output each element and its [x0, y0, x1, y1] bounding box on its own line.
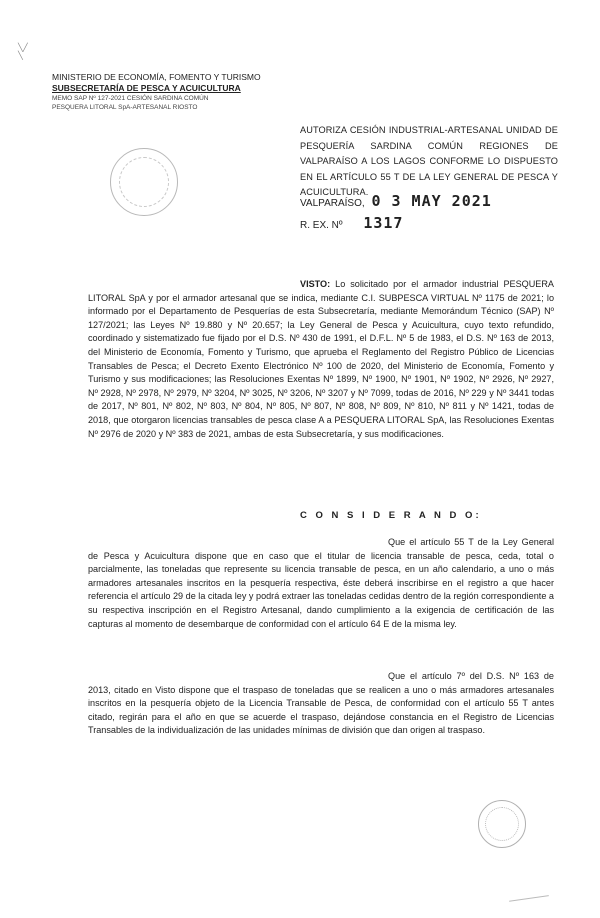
- company-reference: PESQUERA LITORAL SpA-ARTESANAL RIOSTO: [52, 104, 198, 111]
- considerando-paragraph-1: Que el artículo 55 T de la Ley General de Pesca y Acuicultura dispone que en caso que el titular de licencia transable de pesca, ceda, total o parcialmente, las toneladas que represente su licencia transable de pesca, en un año calendario, a uno o más armadores artesanales inscritos en la pesquería respectiva, éste deberá inscribirse en el registro a que hacer referencia el artículo 29 de la citada ley y podrá extraer las toneladas cedidas dentro de la región correspondiente a su respectiva inscripción en el Registro Artesanal, dando cumplimiento a la exigencia de certificación de las capturas al momento de desembarque de conformidad con el artículo 64 E de la misma ley.: [88, 537, 554, 629]
- considerando-paragraph-2: Que el artículo 7º del D.S. Nº 163 de 2013, citado en Visto dispone que el traspaso de toneladas que se realicen a uno o más armadores artesanales inscritos en la pesquería objeto de la Licencia Transable de Pesca, de conformidad con el artículo 55 T antes citado, regirán para el año en que se acuerde el traspaso, dejándose constancia en el Registro de Licencias Transables de la individualización de las unidades mínimas de división que dan origen al traspaso.: [88, 671, 554, 736]
- ministry-name: MINISTERIO DE ECONOMÍA, FOMENTO Y TURISMO: [52, 72, 261, 82]
- visto-label: VISTO:: [300, 279, 331, 289]
- place: VALPARAÍSO,: [300, 198, 365, 209]
- initials-mark: [507, 881, 549, 901]
- memo-reference: MEMO SAP Nº 127-2021 CESIÓN SARDINA COMÚN: [52, 95, 209, 102]
- letterhead: [52, 72, 272, 112]
- document-subject: AUTORIZA CESIÓN INDUSTRIAL-ARTESANAL UNIDAD DE PESQUERÍA SARDINA COMÚN REGIONES DE VALPARAÍSO A LOS LAGOS CONFORME LO DISPUESTO EN EL ARTÍCULO 55 T DE LA LEY GENERAL DE PESCA Y ACUICULTURA.: [300, 125, 558, 197]
- rex-label: R. EX. Nº: [300, 220, 343, 231]
- visto-paragraph: [88, 278, 554, 441]
- visto-text: Lo solicitado por el armador industrial PESQUERA LITORAL SpA y por el armador artesanal que se indica, mediante C.I. SUBPESCA VIRTUAL Nº 1175 de 2021; lo informado por el Departamento de Pesquerías de esta Subsecretaría, mediante Memorándum Técnico (SAP) Nº 127/2021; las Leyes Nº 19.880 y Nº 20.657; la Ley General de Pesca y Acuicultura, cuyo texto refundido, coordinado y sistematizado fue fijado por el D.S. Nº 430 de 1991, el D.F.L. Nº 5 de 1983, el D.S. Nº 163 de 2013, del Ministerio de Economía, Fomento y Turismo, que aprueba el Reglamento del Registro Público de Licencias Transables de Pesca; el Decreto Exento Electrónico Nº 100 de 2020, del Ministerio de Economía, Fomento y Turismo y sus modificaciones; las Resoluciones Exentas Nº 1899, Nº 1900, Nº 1901, Nº 1902, Nº 2926, Nº 2927, Nº 2928, Nº 2978, Nº 2979, Nº 3204, Nº 3025, Nº 3206, Nº 3207 y Nº 7099, todas de 2016, Nº 229 y Nº 3441 todas de 2017, Nº 801, Nº 802, Nº 803, Nº 804, Nº 805, Nº 807, Nº 808, Nº 809, Nº 810, Nº 811 y Nº 1421, todas de 2018, que otorgaron licencias transables de pesca clase A a PESQUERA LITORAL SpA, las Resoluciones Exentas Nº 2976 de 2020 y Nº 383 de 2021, ambas de esta Subsecretaría, y sus modificaciones.: [88, 279, 555, 439]
- rex-number: 1317: [363, 214, 404, 232]
- office-stamp: [110, 148, 178, 216]
- date: 0 3 MAY 2021: [371, 192, 492, 210]
- subsecretaria-name: SUBSECRETARÍA DE PESCA Y ACUICULTURA: [52, 83, 241, 93]
- resolution-number-line: [300, 214, 500, 232]
- corner-mark: ╲╱ ╲: [18, 43, 28, 60]
- place-date-line: [300, 192, 570, 210]
- seal-stamp: [478, 800, 526, 848]
- considerando-heading: C O N S I D E R A N D O:: [300, 510, 482, 521]
